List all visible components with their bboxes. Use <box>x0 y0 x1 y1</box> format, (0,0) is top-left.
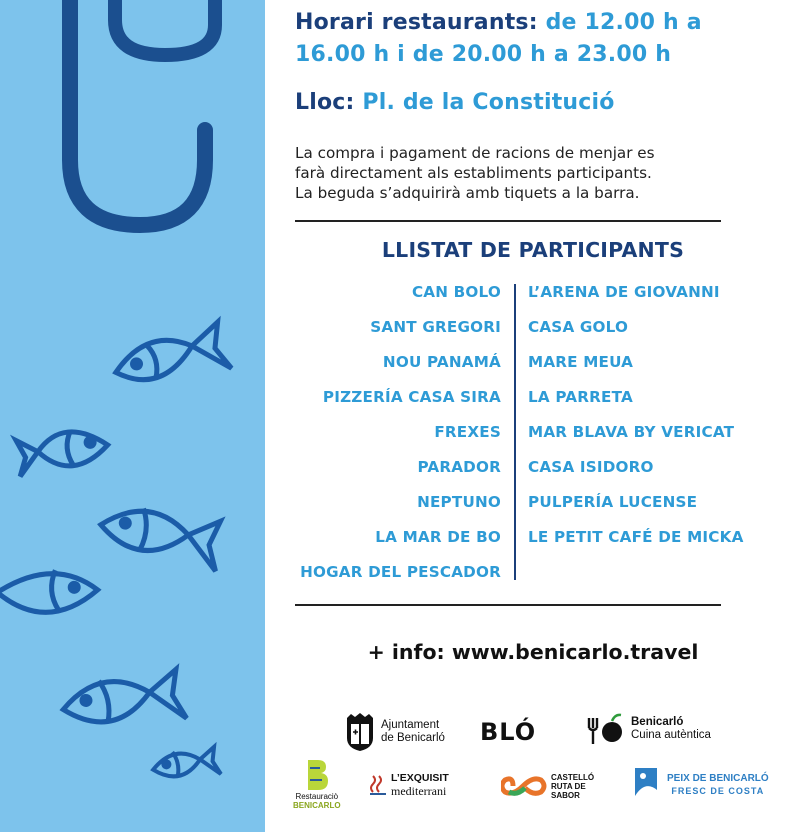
fish-illustration <box>0 0 265 832</box>
exquisit-logo <box>369 772 449 798</box>
fish-icon <box>151 744 221 785</box>
divider <box>295 220 721 222</box>
column-separator <box>514 284 516 580</box>
blo-logo: BLÓ <box>480 718 537 746</box>
castello-line3: SABOR <box>551 790 580 800</box>
steam-icon <box>369 774 387 796</box>
main-content <box>265 0 801 832</box>
benicarlo-cuina-line1: Benicarló <box>631 716 684 728</box>
restauraclo-line2: BENICARLO <box>293 801 341 810</box>
place-value: Pl. de la Constitució <box>354 90 615 115</box>
castello-line1: CASTELLÓ <box>551 772 595 782</box>
exquisit-line2: mediterrani <box>391 784 447 798</box>
schedule-line-2 <box>295 40 671 70</box>
description-text <box>295 143 755 203</box>
ajuntament-line1: Ajuntament <box>381 719 440 731</box>
place-label: Lloc: <box>295 90 355 115</box>
participant-item: MARE MEUA <box>528 353 634 371</box>
description-line: La compra i pagament de racions de menjar es <box>295 144 655 162</box>
peix-line1: PEIX DE BENICARLÓ <box>667 773 769 784</box>
participant-item: NEPTUNO <box>417 493 501 511</box>
participant-item: LE PETIT CAFÉ DE MICKA <box>528 528 744 546</box>
sponsor-logos <box>265 700 801 832</box>
restauraclo-line1: Restauraciò <box>295 792 339 801</box>
fish-icon <box>59 667 186 739</box>
participant-item: FREXES <box>434 423 501 441</box>
castello-line2: RUTA DE <box>551 781 586 791</box>
participant-item: NOU PANAMÁ <box>382 353 501 371</box>
participant-item: CASA ISIDORO <box>528 458 654 476</box>
more-info-link[interactable]: + info: www.benicarlo.travel <box>367 640 699 664</box>
participant-item: HOGAR DEL PESCADOR <box>300 563 501 581</box>
participant-item: LA PARRETA <box>528 388 633 406</box>
fish-icon <box>110 321 231 392</box>
schedule-line-1 <box>295 8 702 38</box>
fish-bag-icon <box>631 766 661 804</box>
description-line: farà directament als establiments participants. <box>295 164 652 182</box>
schedule-value-2: 16.00 h i de 20.00 h a 23.00 h <box>295 42 672 67</box>
participants-left-column <box>300 280 501 595</box>
participants-title: LLISTAT DE PARTICIPANTS <box>381 238 685 262</box>
restauraclo-logo <box>293 758 341 810</box>
ajuntament-logo <box>345 712 445 752</box>
schedule-label: Horari restaurants: <box>295 10 538 35</box>
description-line: La beguda s’adquirirà amb tiquets a la barra. <box>295 184 640 202</box>
castello-logo <box>501 772 594 800</box>
divider <box>295 604 721 606</box>
benicarlo-cuina-logo <box>585 712 711 746</box>
fish-icon <box>97 503 223 571</box>
b-letter-icon <box>304 758 330 792</box>
decorative-left-panel <box>0 0 265 832</box>
fish-icon <box>0 566 99 617</box>
participant-item: PARADOR <box>417 458 501 476</box>
participant-item: PULPERÍA LUCENSE <box>528 493 698 511</box>
participants-right-column <box>528 280 744 560</box>
participant-item: CASA GOLO <box>528 318 629 336</box>
fish-icon <box>15 426 110 476</box>
participant-item: L’ARENA DE GIOVANNI <box>528 283 720 301</box>
peix-line2: FRESC DE COSTA <box>671 786 765 796</box>
place-line <box>295 88 615 118</box>
schedule-value-1: de 12.00 h a <box>537 10 702 35</box>
participant-item: CAN BOLO <box>411 283 501 301</box>
ajuntament-line2: de Benicarló <box>381 732 445 744</box>
participant-item: PIZZERÍA CASA SIRA <box>322 388 501 406</box>
peix-logo <box>631 766 769 804</box>
exquisit-line1: L’EXQUISIT <box>391 772 449 784</box>
participant-item: SANT GREGORI <box>370 318 501 336</box>
infinity-icon <box>501 772 547 800</box>
fork-apple-icon <box>585 712 627 746</box>
benicarlo-cuina-line2: Cuina autèntica <box>631 729 711 741</box>
participant-item: MAR BLAVA BY VERICAT <box>528 423 735 441</box>
participant-item: LA MAR DE BO <box>375 528 501 546</box>
coat-of-arms-icon <box>345 712 375 752</box>
